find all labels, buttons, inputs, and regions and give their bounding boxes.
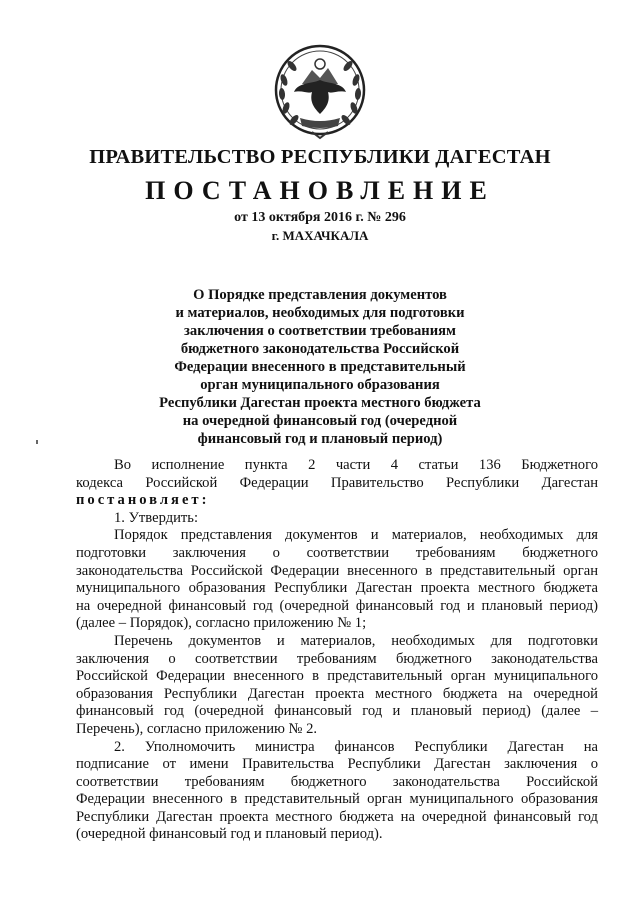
body-line: законодательства Российской Федерации внесенного в представительный орган — [76, 562, 598, 579]
document-body — [76, 457, 598, 844]
subject-line: О Порядке представления документов — [193, 287, 447, 303]
resolves-word: постановляет: — [76, 492, 210, 509]
body-line: подготовки заключения о соответствии требованиям бюджетного — [76, 544, 598, 561]
subject-line: финансовый год и плановый период) — [197, 431, 443, 447]
subject-line: на очередной финансовый год (очередной — [182, 413, 458, 429]
item-one: 1. Утвердить: — [114, 509, 199, 526]
body-line: подписание от имени Правительства Республики Дагестан заключения о — [76, 756, 598, 773]
document-date-number: от 13 октября 2016 г. № 296 — [234, 210, 406, 225]
body-line: финансовый год (очередной финансовый год и плановый период) (далее – — [76, 703, 598, 720]
body-line: кодекса Российской Федерации Правительство Республики Дагестан — [76, 474, 598, 491]
document-type: ПОСТАНОВЛЕНИЕ — [145, 176, 495, 205]
body-line: заключения о соответствии требованиям бюджетного законодательства — [76, 650, 598, 667]
body-line: образования Республики Дагестан проекта местного бюджета на очередной — [76, 685, 598, 702]
subject-line: заключения о соответствии требованиям — [184, 323, 456, 339]
body-line: муниципального образования Республики Дагестан проекта местного бюджета — [76, 580, 598, 597]
body-line: (очередной финансовый год и плановый период). — [76, 826, 383, 843]
scan-mark — [36, 440, 38, 444]
document-city: г. МАХАЧКАЛА — [271, 228, 369, 243]
subject-line: бюджетного законодательства Российской — [180, 341, 460, 357]
body-line: Республики Дагестан проекта местного бюджета на очередной финансовый год — [76, 808, 598, 825]
body-line: (далее – Порядок), согласно приложению № 1; — [76, 615, 367, 632]
body-line: на очередной финансовый год (очередной финансовый год и плановый период) — [76, 597, 598, 614]
body-line: Во исполнение пункта 2 части 4 статьи 136 Бюджетного — [114, 457, 598, 473]
body-line: 2. Уполномочить министра финансов Республики Дагестан на — [114, 738, 598, 755]
subject-line: орган муниципального образования — [200, 377, 440, 393]
government-title: ПРАВИТЕЛЬСТВО РЕСПУБЛИКИ ДАГЕСТАН — [89, 146, 551, 168]
dagestan-coat-of-arms-icon — [272, 40, 368, 144]
document-subject — [150, 286, 490, 448]
body-line: Перечень документов и материалов, необходимых для подготовки — [114, 632, 598, 649]
body-line: соответствии требованиям бюджетного законодательства Российской — [76, 773, 598, 790]
body-line: Порядок представления документов и материалов, необходимых для — [114, 527, 598, 544]
subject-line: Федерации внесенного в представительный — [174, 359, 466, 375]
subject-line: Республики Дагестан проекта местного бюджета — [159, 395, 481, 411]
body-line: Российской Федерации внесенного в представительный орган муниципального — [76, 668, 598, 685]
body-line: Федерации внесенного в представительный орган муниципального образования — [76, 791, 598, 808]
subject-line: и материалов, необходимых для подготовки — [175, 305, 465, 321]
body-line: Перечень), согласно приложению № 2. — [76, 720, 318, 737]
